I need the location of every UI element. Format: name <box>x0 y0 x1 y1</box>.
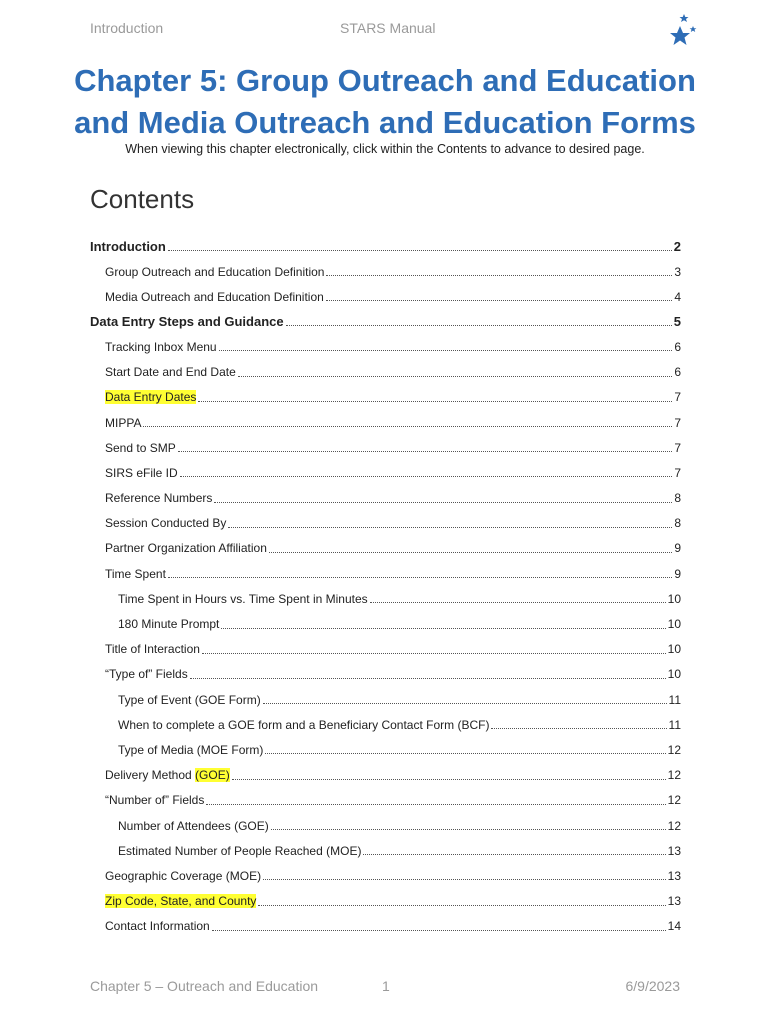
toc-dot-leader <box>232 779 666 780</box>
toc-entry[interactable] <box>90 234 681 259</box>
toc-entry-label <box>118 718 489 732</box>
toc-entry-text: “Type of” Fields <box>105 667 188 682</box>
toc-entry-page: 9 <box>674 566 681 581</box>
toc-entry-page: 12 <box>667 818 681 833</box>
toc-entry-text: Session Conducted By <box>105 516 227 531</box>
toc-entry-text: MIPPA <box>105 415 142 430</box>
toc-entry-label <box>105 567 166 581</box>
toc-entry-text: Number of Attendees (GOE) <box>118 818 269 833</box>
toc-entry[interactable] <box>90 813 681 838</box>
footer-page-number: 1 <box>382 978 390 994</box>
toc-entry[interactable] <box>90 838 681 863</box>
toc-dot-leader <box>219 350 673 351</box>
toc-dot-leader <box>221 628 665 629</box>
page-header <box>90 18 680 42</box>
toc-entry-text: “Number of” Fields <box>105 793 205 808</box>
toc-entry-page: 8 <box>674 516 681 531</box>
toc-entry-page: 7 <box>674 415 681 430</box>
toc-entry-label <box>105 416 141 430</box>
footer-date: 6/9/2023 <box>625 978 680 994</box>
toc-entry-label <box>105 290 324 304</box>
toc-entry-label <box>118 743 263 757</box>
chapter-title-line-2: and Media Outreach and Education Forms <box>74 105 696 140</box>
header-section-label: Introduction <box>90 20 164 36</box>
toc-entry[interactable] <box>90 334 681 359</box>
toc-entry-text: Time Spent in Hours vs. Time Spent in Minutes <box>118 591 368 606</box>
toc-entry[interactable] <box>90 737 681 762</box>
toc-entry-label <box>105 768 230 782</box>
toc-entry-text: Type of Event (GOE Form) <box>118 692 261 707</box>
chapter-title <box>60 60 710 144</box>
toc-entry-label <box>90 314 284 329</box>
toc-entry-label <box>105 340 217 354</box>
stars-logo-icon <box>660 12 700 52</box>
toc-entry-text: 180 Minute Prompt <box>118 617 220 632</box>
toc-entry-text: Reference Numbers <box>105 491 213 506</box>
toc-dot-leader <box>206 804 665 805</box>
toc-dot-leader <box>258 905 665 906</box>
toc-entry-text: Type of Media (MOE Form) <box>118 742 264 757</box>
toc-entry-label <box>118 844 361 858</box>
toc-entry-label <box>105 541 267 555</box>
toc-entry-page: 3 <box>674 264 681 279</box>
footer-chapter-label: Chapter 5 – Outreach and Education <box>90 978 319 994</box>
toc-entry[interactable] <box>90 259 681 284</box>
toc-entry-label <box>90 239 166 254</box>
toc-entry[interactable] <box>90 687 681 712</box>
toc-entry-text: Zip Code, State, and County <box>105 894 257 909</box>
toc-entry-text: Data Entry Steps and Guidance <box>90 314 284 330</box>
toc-entry-page: 10 <box>667 667 681 682</box>
toc-entry-label <box>105 441 176 455</box>
toc-dot-leader <box>214 502 672 503</box>
toc-dot-leader <box>263 703 667 704</box>
toc-dot-leader <box>326 275 672 276</box>
toc-entry-text: Media Outreach and Education Definition <box>105 289 324 304</box>
toc-entry[interactable] <box>90 460 681 485</box>
toc-entry[interactable] <box>90 637 681 662</box>
toc-entry-label <box>118 693 261 707</box>
toc-entry[interactable] <box>90 763 681 788</box>
toc-entry-page: 10 <box>667 617 681 632</box>
toc-dot-leader <box>143 426 672 427</box>
toc-entry-page: 13 <box>667 868 681 883</box>
toc-entry-text: Group Outreach and Education Definition <box>105 264 325 279</box>
toc-entry-page: 7 <box>674 440 681 455</box>
toc-dot-leader <box>168 250 672 251</box>
toc-entry-label <box>105 265 324 279</box>
toc-dot-leader <box>286 325 672 326</box>
header-manual-title: STARS Manual <box>340 20 436 36</box>
toc-entry[interactable] <box>90 863 681 888</box>
toc-entry-text: Contact Information <box>105 919 210 934</box>
toc-entry[interactable] <box>90 435 681 460</box>
toc-entry-text: Start Date and End Date <box>105 365 236 380</box>
toc-entry-page: 14 <box>667 919 681 934</box>
toc-entry-page: 12 <box>667 768 681 783</box>
toc-entry-text: Geographic Coverage (MOE) <box>105 868 262 883</box>
toc-dot-leader <box>212 930 666 931</box>
toc-entry[interactable] <box>90 284 681 309</box>
contents-heading: Contents <box>90 184 195 214</box>
toc-entry-text: When to complete a GOE form and a Beneficiary Contact Form (BCF) <box>118 717 490 732</box>
table-of-contents <box>90 234 681 939</box>
navigation-instruction: When viewing this chapter electronically, click within the Contents to advance to desired page. <box>125 142 645 156</box>
toc-entry-page: 7 <box>674 465 681 480</box>
toc-entry[interactable] <box>90 889 681 914</box>
toc-entry-label <box>118 819 269 833</box>
toc-entry-page: 4 <box>674 289 681 304</box>
toc-entry-page: 7 <box>674 390 681 405</box>
toc-dot-leader <box>202 653 666 654</box>
toc-entry-page: 5 <box>673 314 681 330</box>
toc-entry-text: SIRS eFile ID <box>105 465 178 480</box>
toc-entry-label <box>105 869 261 883</box>
toc-entry[interactable] <box>90 788 681 813</box>
toc-entry-page: 13 <box>667 843 681 858</box>
toc-dot-leader <box>370 602 666 603</box>
toc-entry-page: 2 <box>673 239 681 254</box>
toc-entry-label <box>105 793 204 807</box>
toc-entry[interactable] <box>90 611 681 636</box>
toc-dot-leader <box>190 678 666 679</box>
toc-entry-highlight: (GOE) <box>195 768 230 783</box>
toc-entry-label <box>105 642 200 656</box>
toc-entry[interactable] <box>90 486 681 511</box>
toc-entry-page: 8 <box>674 491 681 506</box>
toc-entry-text: Title of Interaction <box>105 642 200 657</box>
toc-dot-leader <box>269 552 672 553</box>
toc-entry-text: Estimated Number of People Reached (MOE) <box>118 843 362 858</box>
toc-entry[interactable] <box>90 511 681 536</box>
toc-entry[interactable] <box>90 586 681 611</box>
toc-entry-label <box>105 365 236 379</box>
toc-entry-text: Time Spent <box>105 566 166 581</box>
toc-entry[interactable] <box>90 360 681 385</box>
toc-dot-leader <box>326 300 673 301</box>
toc-entry[interactable] <box>90 309 681 334</box>
toc-entry-label <box>105 894 256 908</box>
toc-entry-text: Introduction <box>90 239 166 254</box>
toc-entry[interactable] <box>90 410 681 435</box>
toc-entry-page: 10 <box>667 591 681 606</box>
toc-dot-leader <box>491 728 666 729</box>
toc-dot-leader <box>263 879 666 880</box>
toc-entry-label <box>105 390 196 404</box>
toc-entry-page: 11 <box>668 692 681 707</box>
chapter-title-line-1: Chapter 5: Group Outreach and Education <box>74 63 696 98</box>
toc-entry-page: 13 <box>667 894 681 909</box>
toc-entry-label <box>105 516 226 530</box>
toc-entry-page: 9 <box>674 541 681 556</box>
toc-dot-leader <box>180 476 673 477</box>
toc-entry-label <box>118 592 368 606</box>
toc-entry-text: Delivery Method <box>105 768 196 783</box>
toc-entry-label <box>105 466 178 480</box>
toc-dot-leader <box>238 376 673 377</box>
toc-entry[interactable] <box>90 561 681 586</box>
toc-entry-label <box>105 491 212 505</box>
toc-dot-leader <box>363 854 665 855</box>
toc-dot-leader <box>228 527 672 528</box>
toc-entry-label <box>105 667 188 681</box>
toc-entry-label <box>118 617 219 631</box>
toc-dot-leader <box>198 401 672 402</box>
toc-entry-text: Tracking Inbox Menu <box>105 339 217 354</box>
toc-entry[interactable] <box>90 662 681 687</box>
toc-entry[interactable] <box>90 385 681 410</box>
toc-entry-text: Partner Organization Affiliation <box>105 541 267 556</box>
toc-dot-leader <box>271 829 666 830</box>
toc-entry-page: 12 <box>667 742 681 757</box>
toc-entry[interactable] <box>90 712 681 737</box>
toc-entry[interactable] <box>90 914 681 939</box>
toc-dot-leader <box>178 451 673 452</box>
toc-entry-text: Data Entry Dates <box>105 390 197 405</box>
toc-entry[interactable] <box>90 536 681 561</box>
toc-entry-page: 10 <box>667 642 681 657</box>
toc-dot-leader <box>168 577 672 578</box>
toc-dot-leader <box>265 753 665 754</box>
toc-entry-page: 6 <box>674 339 681 354</box>
toc-entry-page: 11 <box>668 717 681 732</box>
page-footer <box>90 978 680 998</box>
toc-entry-text: Send to SMP <box>105 440 176 455</box>
toc-entry-label <box>105 919 210 933</box>
toc-entry-page: 12 <box>667 793 681 808</box>
toc-entry-page: 6 <box>674 365 681 380</box>
